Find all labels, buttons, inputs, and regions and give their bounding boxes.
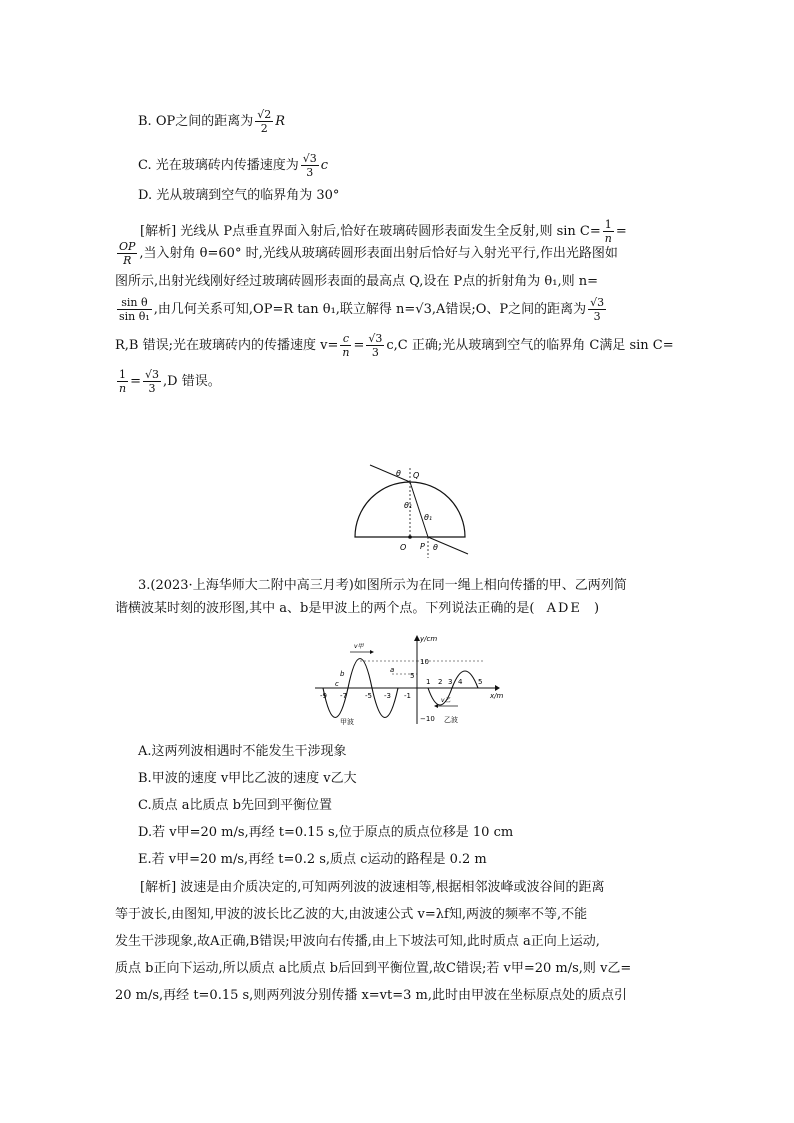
optics-diagram	[340, 462, 480, 562]
option-text: 质点 a比质点 b先回到平衡位置	[151, 798, 332, 813]
option-label: C.	[138, 798, 152, 813]
fraction-numerator: √2	[257, 108, 272, 121]
analysis-line-5	[115, 332, 680, 368]
option-text: 若 v甲=20 m/s,再经 t=0.2 s,质点 c运动的路程是 0.2 m	[151, 852, 487, 867]
x-tick: -3	[384, 692, 391, 700]
point-c-label: c	[335, 680, 339, 688]
fraction	[301, 152, 319, 179]
analysis-text: 图所示,出射光线刚好经过玻璃砖圆形表面的最高点 Q,设在 P点的折射角为 θ₁,则 n=	[115, 274, 598, 289]
wave-diagram	[310, 632, 510, 727]
option-label: D.	[138, 825, 153, 840]
fraction-numerator: √3	[590, 296, 605, 309]
q2-analysis	[115, 218, 680, 398]
y-axis-label: y/cm	[420, 635, 438, 643]
analysis-text: c,C 正确;光从玻璃到空气的临界角 C满足 sin C=	[386, 338, 674, 353]
fraction-denominator: n	[604, 232, 612, 245]
stem-text: )	[594, 601, 600, 616]
x-tick: -7	[340, 692, 347, 700]
analysis-line-4	[115, 296, 680, 332]
x-tick: -9	[320, 692, 327, 700]
q3-stem	[115, 578, 683, 624]
fraction-numerator: √3	[368, 332, 383, 345]
analysis-text: 波速是由介质决定的,可知两列波的波速相等,根据相邻波峰或波谷间的距离	[180, 880, 605, 895]
fraction-denominator: R	[123, 254, 132, 267]
label-p: P	[420, 542, 425, 551]
analysis-line-6	[115, 368, 680, 398]
label-theta: θ	[396, 469, 401, 478]
fraction-numerator: sin θ	[117, 296, 152, 310]
analysis-line-2	[115, 240, 680, 274]
option-label: C.	[138, 158, 152, 173]
fraction	[340, 332, 351, 359]
analysis-line-3	[115, 274, 680, 296]
fraction	[117, 240, 137, 267]
option-text: 光在玻璃砖内传播速度为	[155, 158, 299, 173]
x-axis-arrow	[495, 685, 500, 691]
option-text: 这两列波相遇时不能发生干涉现象	[151, 744, 347, 759]
y-tick: 10	[420, 658, 429, 666]
option-text: 光从玻璃到空气的临界角为 30°	[156, 188, 340, 203]
label-q: Q	[413, 471, 420, 480]
x-tick: 1	[426, 678, 431, 686]
label-theta1: θ₁	[404, 501, 413, 510]
option-text: OP之间的距离为	[155, 114, 254, 129]
x-tick: 5	[478, 678, 483, 686]
option-text: 甲波的速度 v甲比乙波的速度 v乙大	[151, 771, 357, 786]
fraction	[117, 296, 152, 323]
y-tick: 5	[410, 672, 415, 680]
wave-yi-label: 乙波	[444, 716, 458, 724]
v-jia-arrowhead	[370, 650, 374, 654]
label-theta: θ	[433, 543, 438, 552]
analysis-line-3: 发生干涉现象,故A正确,B错误;甲波向右传播,由上下坡法可知,此时质点 a正向上运动,	[115, 934, 600, 949]
analysis-text: R,B 错误;光在玻璃砖内的传播速度 v=	[115, 338, 339, 353]
analysis-text: ,D 错误。	[163, 374, 221, 389]
q3-option-e	[138, 852, 487, 868]
option-tail: R	[275, 114, 286, 129]
v-yi-label: v乙	[441, 697, 451, 704]
option-label: A.	[138, 744, 152, 759]
fraction-numerator: OP	[119, 240, 136, 253]
analysis-text: =	[353, 338, 365, 353]
q3-analysis	[115, 880, 680, 1015]
analysis-text: ,由几何关系可知,OP=R tan θ₁,联立解得 n=√3,A错误;O、P之间的距离为	[153, 302, 587, 317]
option-text: 若 v甲=20 m/s,再经 t=0.15 s,位于原点的质点位移是 10 cm	[152, 825, 514, 840]
center-point	[408, 535, 412, 539]
fraction-denominator: sin θ₁	[119, 310, 150, 323]
fraction-numerator: 1	[603, 218, 614, 232]
fraction	[143, 368, 161, 395]
fraction-denominator: n	[342, 346, 350, 359]
fraction-denominator: 2	[260, 122, 268, 135]
point-a-label: a	[390, 666, 395, 674]
stem-line: 3.(2023·上海华师大二附中高三月考)如图所示为在同一绳上相向传播的甲、乙两列简	[138, 578, 627, 593]
analysis-tag: [解析]	[140, 880, 177, 895]
analysis-text: =	[130, 374, 141, 389]
fraction-denominator: 3	[306, 166, 314, 179]
q3-option-c	[138, 798, 332, 814]
analysis-line-1	[115, 880, 680, 907]
analysis-tag: [解析]	[140, 224, 177, 239]
fraction	[588, 296, 606, 323]
y-tick: −10	[420, 715, 435, 723]
option-label: D.	[138, 188, 153, 203]
option-d	[138, 188, 339, 204]
fraction-numerator: √3	[145, 368, 160, 381]
x-tick: 3	[448, 678, 453, 686]
fraction-denominator: 3	[148, 382, 156, 395]
fraction	[117, 368, 128, 395]
fraction-denominator: 3	[371, 346, 379, 359]
option-tail: c	[320, 158, 329, 173]
wave-jia-label: 甲波	[340, 718, 354, 726]
analysis-line-2: 等于波长,由图知,甲波的波长比乙波的大,由波速公式 v=λf知,两波的频率不等,不能	[115, 907, 588, 922]
v-yi-arrowhead	[434, 704, 438, 708]
fraction	[366, 332, 384, 359]
option-c	[138, 152, 328, 179]
x-axis-label: x/m	[490, 692, 504, 700]
analysis-line-1	[115, 218, 680, 245]
q3-option-b	[138, 771, 357, 787]
answer: ADE	[546, 601, 582, 616]
analysis-text: 光线从 P点垂直界面入射后,恰好在玻璃砖圆形表面发生全反射,则 sin C=	[180, 224, 601, 239]
label-theta1: θ₁	[424, 513, 433, 522]
fraction-denominator: 3	[593, 310, 601, 323]
fraction	[255, 108, 273, 135]
option-label: B.	[138, 114, 152, 129]
fraction-numerator: 1	[117, 368, 128, 382]
q3-option-a	[138, 744, 347, 760]
analysis-text: ,当入射角 θ=60° 时,光线从玻璃砖圆形表面出射后恰好与入射光平行,作出光路图如	[139, 246, 618, 261]
label-o: O	[400, 543, 407, 552]
option-b	[138, 108, 285, 135]
analysis-text: =	[615, 224, 627, 239]
stem-line	[115, 601, 683, 624]
refracted-ray	[410, 482, 428, 537]
q3-option-d	[138, 825, 513, 841]
option-label: B.	[138, 771, 152, 786]
option-label: E.	[138, 852, 152, 867]
v-jia-label: v甲	[354, 643, 364, 650]
analysis-line-5: 20 m/s,再经 t=0.15 s,则两列波分别传播 x=vt=3 m,此时由甲波在坐标原点处的质点引	[115, 988, 627, 1003]
analysis-line-4: 质点 b正向下运动,所以质点 a比质点 b后回到平衡位置,故C错误;若 v甲=20 m/s,则 v乙=	[115, 961, 632, 976]
fraction-denominator: n	[119, 382, 127, 395]
x-tick: 2	[438, 678, 443, 686]
emergent-ray	[370, 465, 410, 482]
fraction-numerator: √3	[302, 152, 317, 165]
stem-text: 谐横波某时刻的波形图,其中 a、b是甲波上的两个点。下列说法正确的是(	[115, 601, 535, 616]
x-tick: 4	[458, 678, 463, 686]
fraction-numerator: c	[340, 332, 351, 346]
x-tick: -1	[404, 692, 411, 700]
x-tick: -5	[365, 692, 372, 700]
point-b-label: b	[340, 670, 345, 678]
